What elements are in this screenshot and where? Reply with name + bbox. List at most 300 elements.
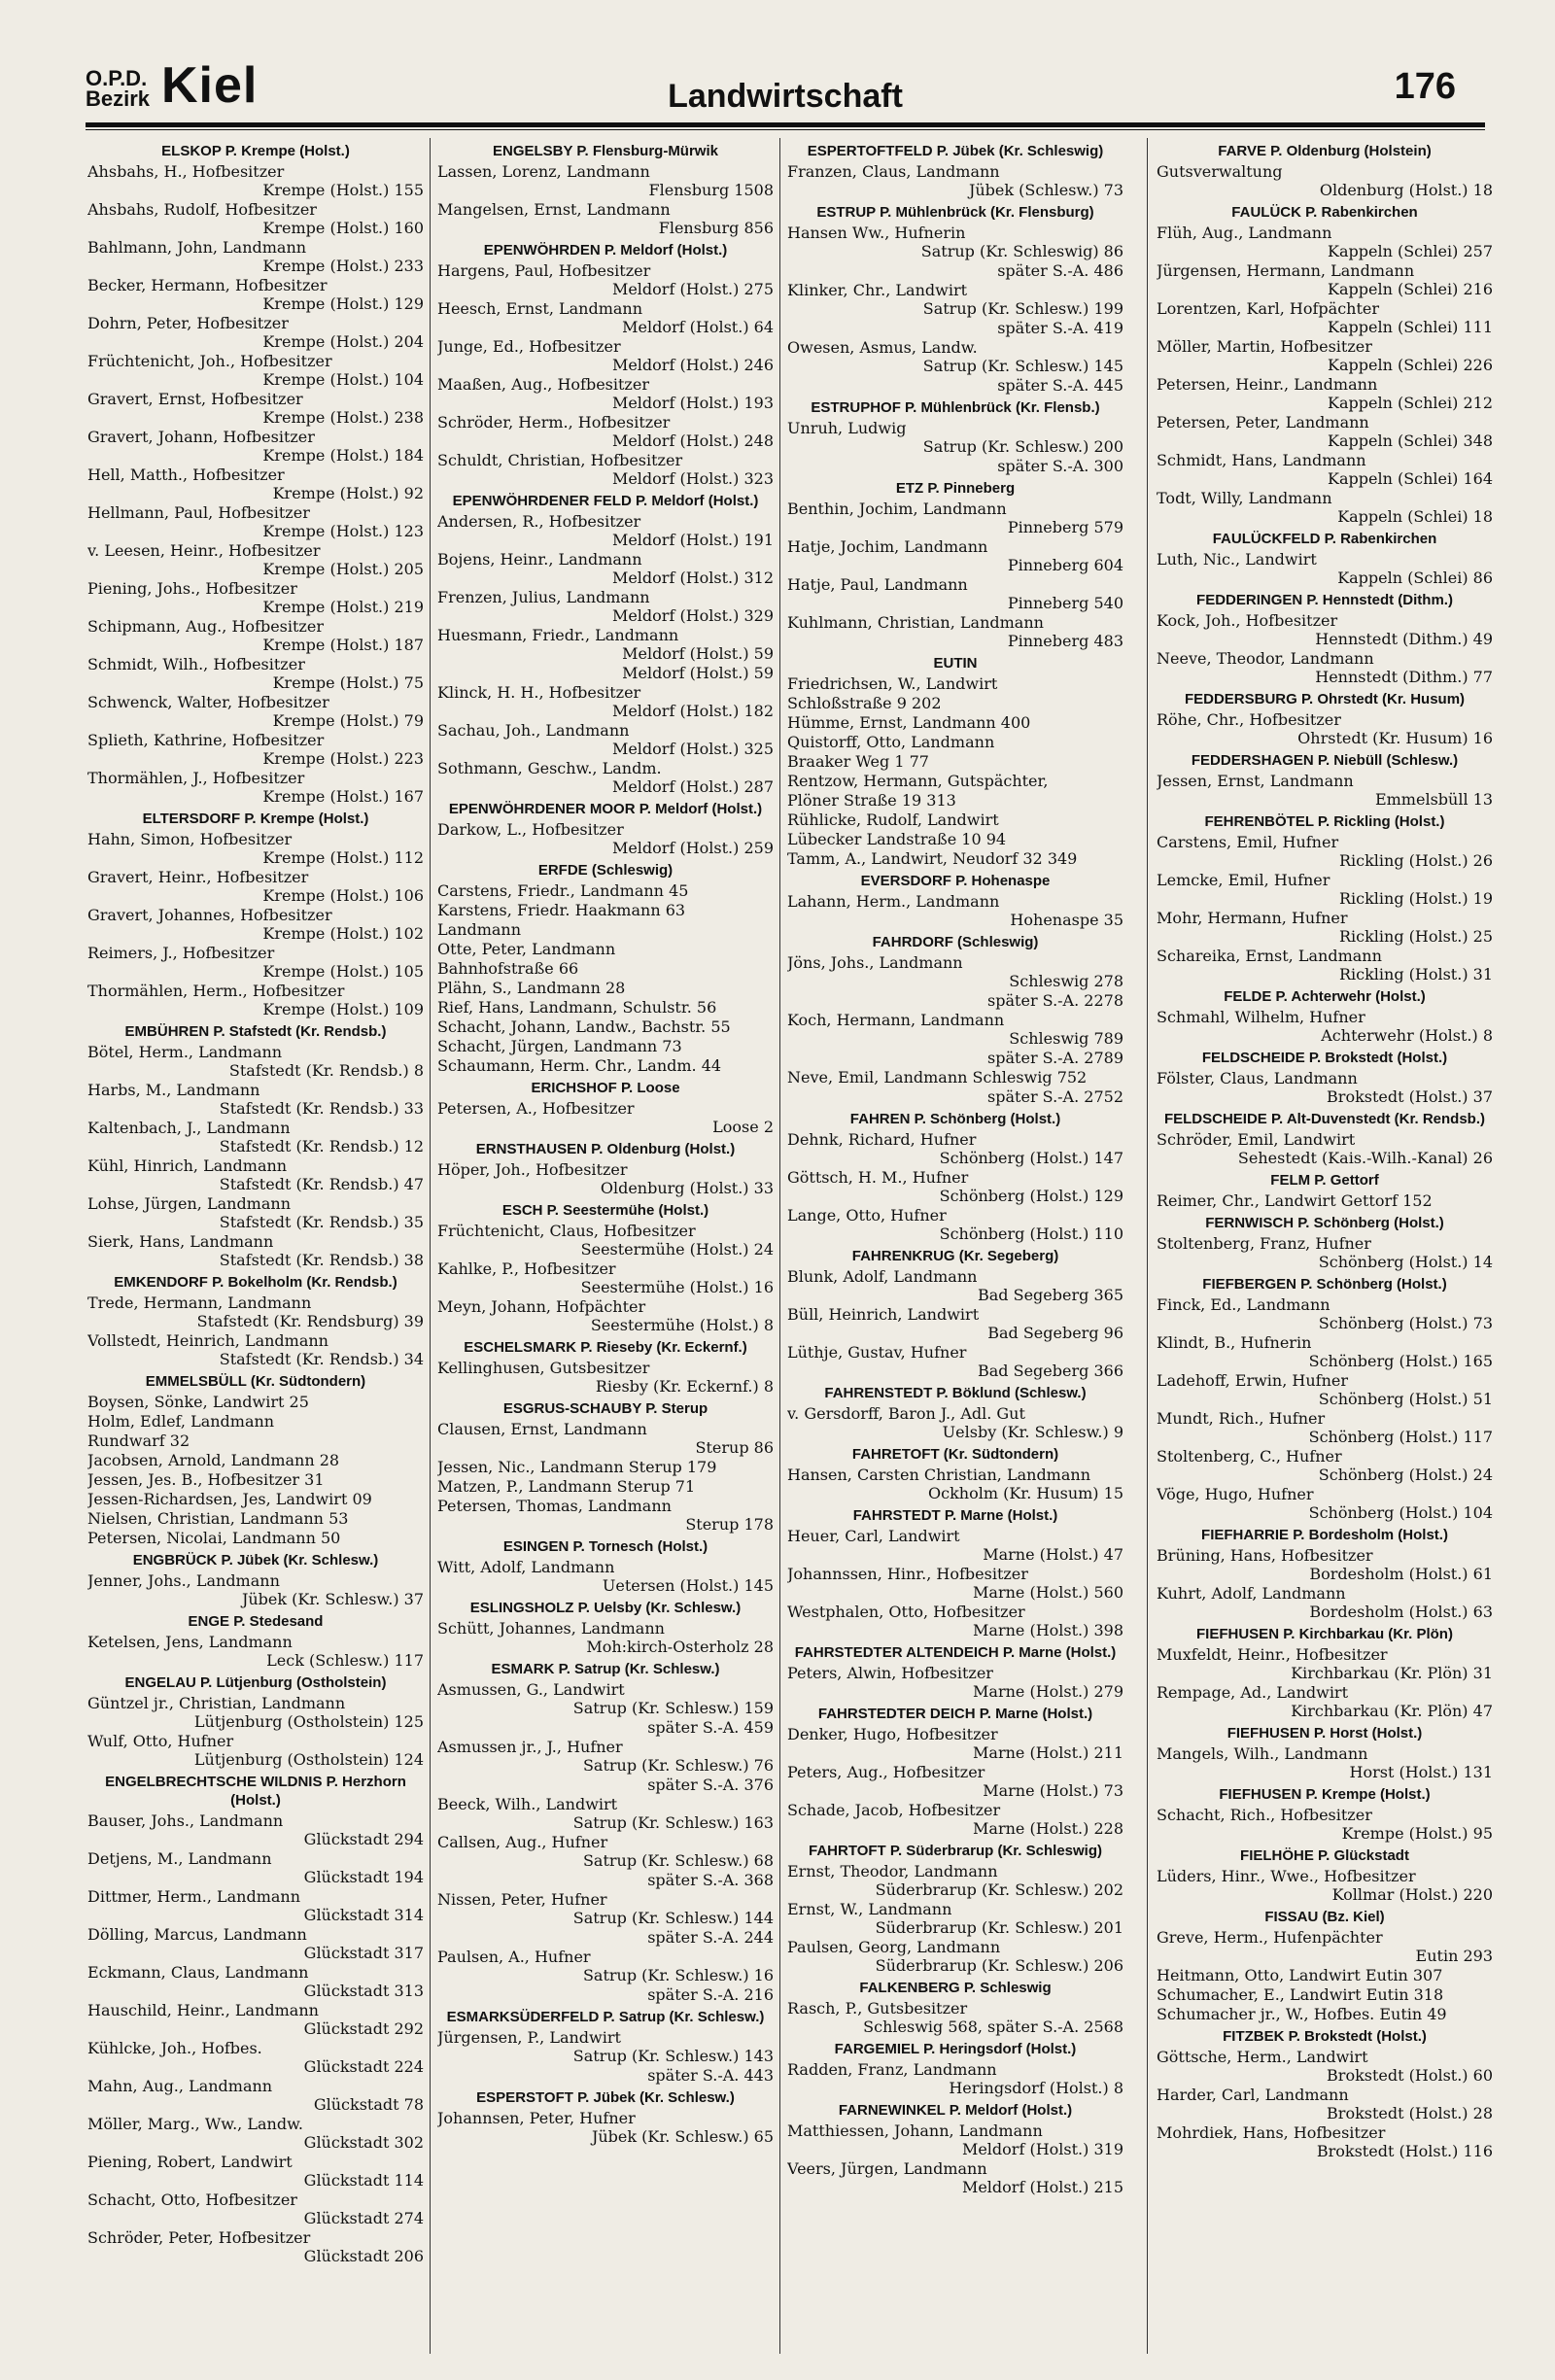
entry-name: Reimer, Chr., Landwirt Gettorf 152 <box>1157 1191 1433 1210</box>
directory-entry <box>437 820 774 857</box>
entry-name: Vöge, Hugo, Hufner <box>1157 1485 1314 1503</box>
directory-entry <box>437 1718 774 1737</box>
entry-phone: Schönberg (Holst.) 51 <box>1318 1390 1493 1408</box>
directory-entry <box>787 849 1123 868</box>
entry-name: Huesmann, Friedr., Landmann <box>437 626 679 644</box>
entry-name: Piening, Johs., Hofbesitzer <box>87 579 297 598</box>
entry-name: Bauser, Johs., Landmann <box>87 1811 284 1830</box>
entry-name: Schröder, Herm., Hofbesitzer <box>437 413 671 431</box>
entry-phone: Schönberg (Holst.) 117 <box>1308 1428 1493 1446</box>
directory-entry <box>87 2077 424 2114</box>
entry-phone: Krempe (Holst.) 155 <box>262 181 424 199</box>
directory-entry <box>787 991 1123 1010</box>
entry-phone: Oldenburg (Holst.) 18 <box>1319 181 1493 199</box>
entry-name: Dölling, Marcus, Landmann <box>87 1925 307 1944</box>
directory-entry <box>787 1343 1123 1380</box>
entry-phone: Marne (Holst.) 279 <box>973 1682 1123 1701</box>
entry-name: Flüh, Aug., Landmann <box>1157 224 1332 242</box>
directory-entry <box>87 503 424 540</box>
directory-entry <box>787 1130 1123 1167</box>
entry-name: Frenzen, Julius, Landmann <box>437 588 650 606</box>
directory-entry <box>87 541 424 578</box>
header-rule-thin <box>86 129 1485 130</box>
directory-entry <box>437 375 774 412</box>
entry-name: Göttsch, H. M., Hufner <box>787 1168 969 1187</box>
entry-name: Plähn, S., Landmann 28 <box>437 979 626 997</box>
directory-entry <box>1157 413 1493 450</box>
entry-phone: Ockholm (Kr. Husum) 15 <box>928 1484 1123 1502</box>
entry-name: Hansen Ww., Hufnerin <box>787 224 966 242</box>
entry-name: Früchtenicht, Claus, Hofbesitzer <box>437 1222 696 1240</box>
directory-entry <box>1157 2086 1493 2122</box>
entry-phone: Hennstedt (Dithm.) 49 <box>1315 630 1493 648</box>
directory-entry <box>787 338 1123 375</box>
entry-name: Gravert, Ernst, Hofbesitzer <box>87 390 303 408</box>
directory-entry <box>1157 710 1493 747</box>
entry-phone: Stafstedt (Kr. Rendsb.) 38 <box>219 1251 424 1269</box>
directory-entry <box>1157 375 1493 412</box>
entry-phone: Rickling (Holst.) 25 <box>1338 927 1493 946</box>
entry-name: Stoltenberg, C., Hufner <box>1157 1447 1342 1466</box>
entry-phone: Stafstedt (Kr. Rendsb.) 47 <box>219 1175 424 1193</box>
directory-entry <box>437 200 774 237</box>
entry-name: Quistorff, Otto, Landmann <box>787 733 995 751</box>
entry-name: Asmussen, G., Landwirt <box>437 1680 625 1699</box>
entry-name: Klinck, H. H., Hofbesitzer <box>437 683 641 702</box>
entry-name: Klinker, Chr., Landwirt <box>787 281 968 299</box>
directory-entry <box>437 1928 774 1947</box>
entry-phone: Rickling (Holst.) 26 <box>1338 851 1493 870</box>
place-heading: FARGEMIEL P. Heringsdorf (Holst.) <box>834 2041 1077 2057</box>
place-heading: FELM P. Gettorf <box>1270 1172 1379 1189</box>
directory-entry <box>437 588 774 625</box>
entry-name: Kellinghusen, Gutsbesitzer <box>437 1359 650 1377</box>
entry-name: Koch, Hermann, Landmann <box>787 1011 1005 1029</box>
entry-phone: Meldorf (Holst.) 259 <box>611 839 774 857</box>
entry-name: Schröder, Emil, Landwirt <box>1157 1130 1356 1149</box>
entry-phone: Seestermühe (Holst.) 24 <box>580 1240 774 1259</box>
directory-entry <box>787 1938 1123 1975</box>
entry-name: Hümme, Ernst, Landmann 400 <box>787 713 1031 732</box>
directory-entry <box>787 1466 1123 1502</box>
entry-name: Ernst, Theodor, Landmann <box>787 1862 998 1880</box>
entry-phone: Flensburg 1508 <box>648 181 774 199</box>
directory-entry <box>787 1404 1123 1441</box>
entry-phone: Süderbrarup (Kr. Schlesw.) 201 <box>875 1918 1123 1937</box>
entry-phone: Marne (Holst.) 211 <box>973 1743 1123 1762</box>
entry-name: Schmahl, Wilhelm, Hufner <box>1157 1008 1365 1026</box>
entry-phone: Glückstadt 313 <box>303 1982 424 2000</box>
place-heading: ERNSTHAUSEN P. Oldenburg (Holst.) <box>475 1141 736 1157</box>
entry-name: Blunk, Adolf, Landmann <box>787 1267 978 1286</box>
entry-phone: Flensburg 856 <box>658 219 774 237</box>
directory-entry <box>87 1490 424 1508</box>
directory-entry <box>87 579 424 616</box>
place-heading: ESTRUP P. Mühlenbrück (Kr. Flensburg) <box>816 204 1094 221</box>
place-heading: FISSAU (Bz. Kiel) <box>1264 1909 1385 1925</box>
entry-name: Ahsbahs, H., Hofbesitzer <box>87 162 285 181</box>
directory-entry <box>437 1497 774 1534</box>
place-heading: FELDE P. Achterwehr (Holst.) <box>1224 988 1426 1005</box>
directory-entry <box>87 655 424 692</box>
entry-phone: Brokstedt (Holst.) 60 <box>1327 2066 1493 2085</box>
entry-phone: Krempe (Holst.) 205 <box>262 560 424 578</box>
directory-entry <box>437 881 774 900</box>
entry-name: Kock, Joh., Hofbesitzer <box>1157 611 1338 630</box>
directory-entry <box>437 626 774 663</box>
directory-entry <box>437 2109 774 2146</box>
entry-name: Petersen, A., Hofbesitzer <box>437 1099 635 1118</box>
entry-name: Mohr, Hermann, Hufner <box>1157 909 1348 927</box>
directory-entry <box>437 1477 774 1496</box>
entry-phone: Süderbrarup (Kr. Schlesw.) 202 <box>875 1880 1123 1899</box>
entry-name: Greve, Herm., Hufenpächter <box>1157 1928 1383 1947</box>
entry-phone: Schönberg (Holst.) 14 <box>1318 1253 1493 1271</box>
entry-phone: Krempe (Holst.) 106 <box>262 886 424 905</box>
entry-name: Schacht, Rich., Hofbesitzer <box>1157 1806 1372 1824</box>
entry-name: Clausen, Ernst, Landmann <box>437 1420 647 1438</box>
entry-phone: Schönberg (Holst.) 110 <box>939 1224 1123 1243</box>
place-heading: FARVE P. Oldenburg (Holstein) <box>1218 143 1432 159</box>
directory-entry <box>87 314 424 351</box>
place-heading: EPENWÖHRDEN P. Meldorf (Holst.) <box>483 242 728 259</box>
entry-phone: Kirchbarkau (Kr. Plön) 31 <box>1291 1664 1493 1682</box>
entry-name: Radden, Franz, Landmann <box>787 2060 997 2079</box>
place-heading: EUTIN <box>933 655 978 672</box>
entry-phone: Glückstadt 224 <box>303 2057 424 2076</box>
directory-entry <box>1157 1069 1493 1106</box>
directory-entry <box>87 1963 424 2000</box>
place-heading: ETZ P. Pinneberg <box>895 480 1016 497</box>
directory-entry <box>787 1565 1123 1602</box>
entry-phone: Krempe (Holst.) 79 <box>272 711 424 730</box>
directory-entry <box>787 2159 1123 2196</box>
entry-name: Junge, Ed., Hofbesitzer <box>437 337 621 356</box>
entry-phone: Meldorf (Holst.) 275 <box>611 280 774 298</box>
directory-entry <box>787 713 1123 732</box>
entry-phone: später S.-A. 300 <box>997 457 1123 475</box>
entry-name: Wulf, Otto, Hufner <box>87 1732 234 1750</box>
entry-name: Rentzow, Hermann, Gutspächter, <box>787 772 1049 790</box>
entry-name: Lorentzen, Karl, Hofpächter <box>1157 299 1380 318</box>
directory-entry <box>87 1293 424 1330</box>
entry-phone: Leck (Schlesw.) 117 <box>266 1651 424 1670</box>
entry-phone: Jübek (Schlesw.) 73 <box>968 181 1123 199</box>
entry-phone: Marne (Holst.) 47 <box>983 1545 1123 1564</box>
entry-phone: Jübek (Kr. Schlesw.) 37 <box>241 1590 424 1608</box>
place-heading: FEDDERINGEN P. Hennstedt (Dithm.) <box>1196 592 1453 608</box>
directory-entry <box>1157 1333 1493 1370</box>
directory-entry <box>1157 1966 1493 1984</box>
entry-name: Sothmann, Geschw., Landm. <box>437 759 662 777</box>
directory-entry <box>87 352 424 389</box>
entry-name: Göttsche, Herm., Landwirt <box>1157 2048 1368 2066</box>
entry-name: Sierk, Hans, Landmann <box>87 1232 274 1251</box>
place-heading: EVERSDORF P. Hohenaspe <box>860 873 1051 889</box>
directory-entry <box>437 1222 774 1259</box>
directory-entry <box>787 1305 1123 1342</box>
entry-phone: Krempe (Holst.) 129 <box>262 294 424 313</box>
entry-name: Fölster, Claus, Landmann <box>1157 1069 1358 1087</box>
entry-name: Neeve, Theodor, Landmann <box>1157 649 1374 668</box>
entry-phone: Krempe (Holst.) 75 <box>272 673 424 692</box>
place-heading: FERNWISCH P. Schönberg (Holst.) <box>1205 1215 1444 1231</box>
entry-name: Boysen, Sönke, Landwirt 25 <box>87 1393 309 1411</box>
entry-phone: später S.-A. 486 <box>997 261 1123 280</box>
place-heading: FIEFHUSEN P. Horst (Holst.) <box>1227 1725 1423 1742</box>
directory-entry <box>437 979 774 997</box>
entry-phone: Oldenburg (Holst.) 33 <box>600 1179 774 1197</box>
entry-name: Andersen, R., Hofbesitzer <box>437 512 641 531</box>
directory-entry <box>787 1862 1123 1899</box>
directory-entry <box>437 550 774 587</box>
directory-entry <box>437 451 774 488</box>
entry-name: Denker, Hugo, Hofbesitzer <box>787 1725 998 1743</box>
entry-name: Dehnk, Richard, Hufner <box>787 1130 977 1149</box>
entry-name: Westphalen, Otto, Hofbesitzer <box>787 1603 1025 1621</box>
directory-entry <box>1157 611 1493 648</box>
entry-phone: Krempe (Holst.) 219 <box>262 598 424 616</box>
entry-phone: Glückstadt 314 <box>303 1906 424 1924</box>
directory-entry <box>87 1194 424 1231</box>
directory-entry <box>87 1925 424 1962</box>
column-divider <box>779 138 780 2354</box>
directory-entry <box>87 2039 424 2076</box>
entry-phone: Krempe (Holst.) 92 <box>272 484 424 502</box>
entry-phone: Glückstadt 294 <box>303 1830 424 1848</box>
entry-phone: später S.-A. 445 <box>997 376 1123 395</box>
entry-name: Hatje, Paul, Landmann <box>787 575 968 594</box>
directory-entry <box>87 1431 424 1450</box>
entry-phone: Krempe (Holst.) 233 <box>262 257 424 275</box>
entry-name: Jessen, Nic., Landmann Sterup 179 <box>437 1458 717 1476</box>
directory-entry <box>437 1420 774 1457</box>
entry-name: Hahn, Simon, Hofbesitzer <box>87 830 293 848</box>
entry-phone: Bordesholm (Holst.) 63 <box>1309 1603 1493 1621</box>
entry-phone: Schönberg (Holst.) 73 <box>1318 1314 1493 1332</box>
directory-entry <box>87 617 424 654</box>
entry-name: Kahlke, P., Hofbesitzer <box>437 1259 616 1278</box>
entry-name: Petersen, Peter, Landmann <box>1157 413 1369 431</box>
entry-phone: Meldorf (Holst.) 193 <box>611 394 774 412</box>
directory-entry <box>437 512 774 549</box>
entry-name: Schumacher jr., W., Hofbes. Eutin 49 <box>1157 2005 1447 2023</box>
entry-phone: Kirchbarkau (Kr. Plön) 47 <box>1291 1702 1493 1720</box>
entry-name: Rundwarf 32 <box>87 1431 190 1450</box>
entry-name: Büll, Heinrich, Landwirt <box>787 1305 980 1324</box>
directory-entry <box>437 1871 774 1889</box>
entry-name: Rief, Hans, Landmann, Schulstr. 56 <box>437 998 717 1017</box>
place-heading: ESPERSTOFT P. Jübek (Kr. Schlesw.) <box>476 2089 735 2106</box>
entry-name: Callsen, Aug., Hufner <box>437 1833 608 1851</box>
entry-name: Splieth, Kathrine, Hofbesitzer <box>87 731 325 749</box>
directory-entry <box>1157 2005 1493 2023</box>
entry-name: Schmidt, Hans, Landmann <box>1157 451 1366 469</box>
entry-name: Beeck, Wilh., Landwirt <box>437 1795 618 1813</box>
entry-phone: Krempe (Holst.) 112 <box>262 848 424 867</box>
entry-name: Schloßstraße 9 202 <box>787 694 942 712</box>
column-4 <box>1157 138 1493 2354</box>
entry-phone: Glückstadt 274 <box>303 2209 424 2227</box>
entry-name: Klindt, B., Hufnerin <box>1157 1333 1312 1352</box>
place-heading: ESGRUS-SCHAUBY P. Sterup <box>502 1400 708 1417</box>
entry-name: Schipmann, Aug., Hofbesitzer <box>87 617 324 636</box>
entry-name: Gravert, Johann, Hofbesitzer <box>87 428 315 446</box>
directory-entry <box>437 920 774 939</box>
entry-phone: Schleswig 278 <box>1009 972 1123 990</box>
entry-name: Thormählen, J., Hofbesitzer <box>87 769 305 787</box>
entry-name: Thormählen, Herm., Hofbesitzer <box>87 982 345 1000</box>
entry-phone: Satrup (Kr. Schlesw.) 144 <box>572 1909 774 1927</box>
entry-phone: Meldorf (Holst.) 329 <box>611 606 774 625</box>
directory-entry <box>437 1160 774 1197</box>
entry-name: Meyn, Johann, Hofpächter <box>437 1297 646 1316</box>
entry-name: Jürgensen, P., Landwirt <box>437 2028 621 2047</box>
directory-entry <box>87 1331 424 1368</box>
entry-phone: später S.-A. 459 <box>647 1718 774 1737</box>
place-heading: ESMARKSÜDERFELD P. Satrup (Kr. Schlesw.) <box>446 2009 765 2025</box>
entry-name: Tamm, A., Landwirt, Neudorf 32 349 <box>787 849 1078 868</box>
directory-entry <box>87 1470 424 1489</box>
place-heading: ENGELSBY P. Flensburg-Mürwik <box>493 143 718 159</box>
place-heading: FAHRTOFT P. Süderbrarup (Kr. Schleswig) <box>809 1843 1102 1859</box>
entry-name: Owesen, Asmus, Landw. <box>787 338 978 357</box>
entry-name: Kuhrt, Adolf, Landmann <box>1157 1584 1346 1603</box>
directory-entry <box>87 1811 424 1848</box>
entry-phone: Kappeln (Schlei) 164 <box>1328 469 1493 488</box>
entry-name: Heesch, Ernst, Landmann <box>437 299 643 318</box>
directory-entry <box>437 683 774 720</box>
entry-phone: Schönberg (Holst.) 165 <box>1308 1352 1493 1370</box>
directory-entry <box>1157 1546 1493 1583</box>
entry-name: Bötel, Herm., Landmann <box>87 1043 283 1061</box>
directory-entry <box>87 731 424 768</box>
place-heading: FIEFHUSEN P. Krempe (Holst.) <box>1219 1786 1431 1803</box>
entry-name: Gravert, Heinr., Hofbesitzer <box>87 868 309 886</box>
entry-phone: Pinneberg 483 <box>1007 632 1123 650</box>
entry-phone: Heringsdorf (Holst.) 8 <box>949 2079 1123 2097</box>
entry-name: Lassen, Lorenz, Landmann <box>437 162 650 181</box>
directory-entry <box>87 1451 424 1469</box>
entry-phone: Kappeln (Schlei) 257 <box>1328 242 1493 260</box>
entry-name: Ahsbahs, Rudolf, Hofbesitzer <box>87 200 317 219</box>
header-rule-thick <box>86 122 1485 127</box>
entry-phone: Glückstadt 317 <box>303 1944 424 1962</box>
directory-entry <box>437 1948 774 1984</box>
entry-name: Dittmer, Herm., Landmann <box>87 1887 301 1906</box>
directory-entry <box>787 2121 1123 2158</box>
directory-entry <box>437 162 774 199</box>
place-heading: ENGBRÜCK P. Jübek (Kr. Schlesw.) <box>132 1552 379 1569</box>
entry-name: Hargens, Paul, Hofbesitzer <box>437 261 651 280</box>
directory-entry <box>437 337 774 374</box>
directory-entry <box>87 906 424 943</box>
directory-entry <box>787 830 1123 848</box>
place-heading: EMMELSBÜLL (Kr. Südtondern) <box>145 1373 366 1390</box>
directory-entry <box>87 238 424 275</box>
place-heading: FAHRSTEDT P. Marne (Holst.) <box>852 1507 1058 1524</box>
directory-entry <box>1157 299 1493 336</box>
directory-entry <box>787 791 1123 810</box>
directory-entry <box>1157 833 1493 870</box>
entry-phone: Krempe (Holst.) 160 <box>262 219 424 237</box>
entry-name: Jessen, Jes. B., Hofbesitzer 31 <box>87 1470 325 1489</box>
place-heading: FEDDERSHAGEN P. Niebüll (Schlesw.) <box>1191 752 1459 769</box>
directory-entry <box>787 537 1123 574</box>
directory-entry <box>437 759 774 796</box>
entry-name: Ketelsen, Jens, Landmann <box>87 1633 293 1651</box>
entry-name: Kaltenbach, J., Landmann <box>87 1119 291 1137</box>
entry-phone: Rickling (Holst.) 31 <box>1338 965 1493 983</box>
entry-phone: Krempe (Holst.) 167 <box>262 787 424 806</box>
entry-name: Mahn, Aug., Landmann <box>87 2077 273 2095</box>
place-heading: FAULÜCK P. Rabenkirchen <box>1231 204 1418 221</box>
entry-name: Brüning, Hans, Hofbesitzer <box>1157 1546 1373 1565</box>
entry-name: Schumacher, E., Landwirt Eutin 318 <box>1157 1985 1444 2004</box>
directory-entry <box>437 299 774 336</box>
entry-phone: Schleswig 789 <box>1009 1029 1123 1048</box>
entry-name: Neve, Emil, Landmann Schleswig 752 <box>787 1068 1088 1087</box>
place-heading: ENGELAU P. Lütjenburg (Ostholstein) <box>124 1674 387 1691</box>
entry-name: Hell, Matth., Hofbesitzer <box>87 466 285 484</box>
entry-phone: Meldorf (Holst.) 246 <box>611 356 774 374</box>
entry-phone: Bad Segeberg 365 <box>978 1286 1123 1304</box>
entry-phone: Kappeln (Schlei) 348 <box>1328 431 1493 450</box>
directory-entry <box>87 2001 424 2038</box>
entry-phone: Glückstadt 194 <box>303 1868 424 1886</box>
entry-name: Detjens, M., Landmann <box>87 1849 272 1868</box>
directory-entry <box>787 811 1123 829</box>
entry-name: Lemcke, Emil, Hufner <box>1157 871 1330 889</box>
directory-entry <box>437 1458 774 1476</box>
entry-name: Harder, Carl, Landmann <box>1157 2086 1349 2104</box>
directory-entry <box>87 944 424 981</box>
directory-entry <box>1157 871 1493 908</box>
column-1 <box>87 138 424 2354</box>
entry-phone: Marne (Holst.) 73 <box>983 1781 1123 1800</box>
place-heading: EMBÜHREN P. Stafstedt (Kr. Rendsb.) <box>124 1023 387 1040</box>
directory-entry <box>1157 1806 1493 1843</box>
place-heading: FIEFBERGEN P. Schönberg (Holst.) <box>1202 1276 1447 1293</box>
directory-entry <box>437 998 774 1017</box>
directory-entry <box>1157 489 1493 526</box>
column-divider <box>1147 138 1148 2354</box>
entry-phone: Kappeln (Schlei) 216 <box>1328 280 1493 298</box>
entry-name: Plöner Straße 19 313 <box>787 791 956 810</box>
entry-phone: Jübek (Kr. Schlesw.) 65 <box>591 2127 774 2146</box>
entry-name: Petersen, Heinr., Landmann <box>1157 375 1378 394</box>
directory-entry <box>87 1509 424 1528</box>
directory-entry <box>1157 1744 1493 1781</box>
entry-name: Sachau, Joh., Landmann <box>437 721 630 740</box>
page-number: 176 <box>1394 66 1456 107</box>
entry-name: Schade, Jacob, Hofbesitzer <box>787 1801 1001 1819</box>
entry-phone: Pinneberg 579 <box>1007 518 1123 536</box>
directory-entry <box>437 1890 774 1927</box>
entry-phone: Marne (Holst.) 228 <box>973 1819 1123 1838</box>
entry-name: Benthin, Jochim, Landmann <box>787 500 1007 518</box>
entry-phone: Stafstedt (Kr. Rendsb.) 34 <box>219 1350 424 1368</box>
entry-phone: Kappeln (Schlei) 86 <box>1337 569 1493 587</box>
entry-name: Schacht, Johann, Landw., Bachstr. 55 <box>437 1018 731 1036</box>
directory-entry <box>787 224 1123 260</box>
entry-phone: Satrup (Kr. Schleswig) 86 <box>920 242 1123 260</box>
entry-phone: Satrup (Kr. Schlesw.) 143 <box>572 2047 774 2065</box>
directory-entry <box>1157 1985 1493 2004</box>
entry-phone: Meldorf (Holst.) 182 <box>611 702 774 720</box>
entry-phone: Seestermühe (Holst.) 8 <box>590 1316 774 1334</box>
directory-entry <box>787 500 1123 536</box>
